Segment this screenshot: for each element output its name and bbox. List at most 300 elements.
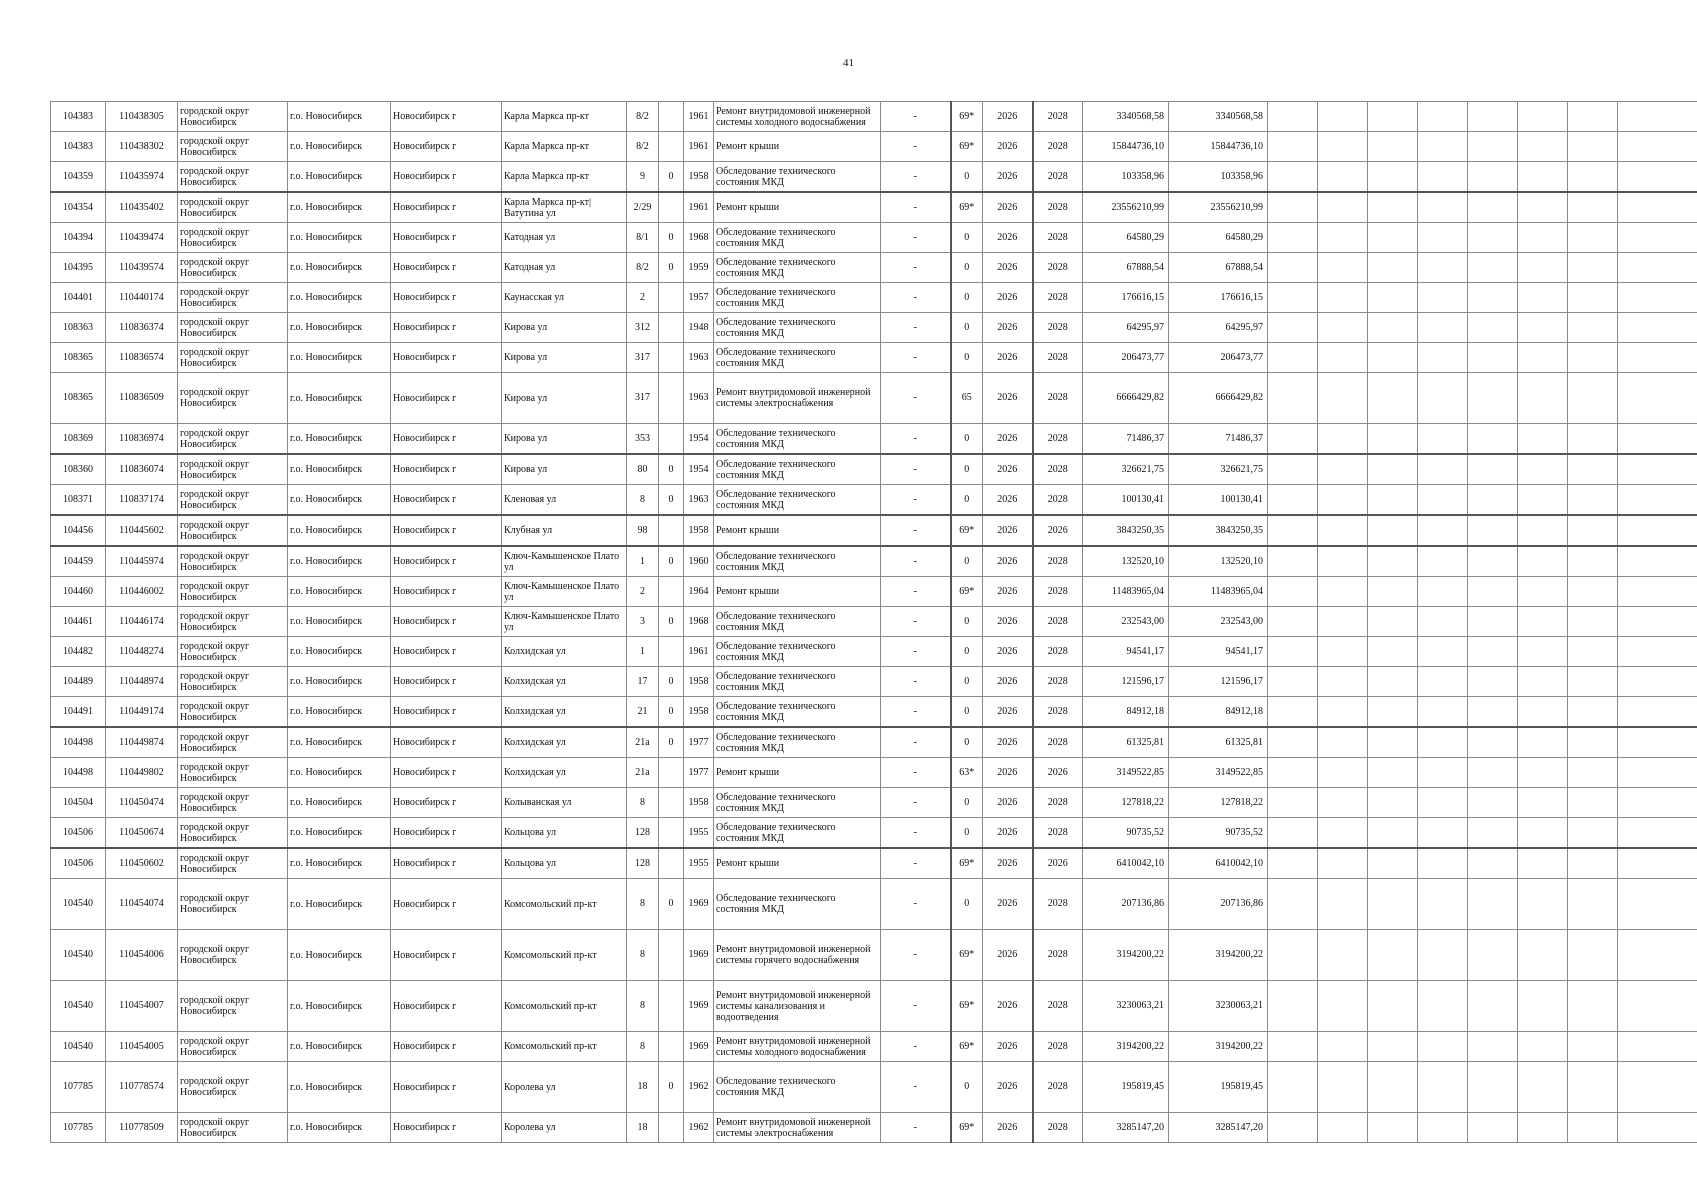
record-code-cell: 110454005 [106, 1032, 178, 1062]
building-cell [659, 818, 684, 849]
empty-cell [1568, 162, 1618, 193]
record-code-cell: 110836974 [106, 424, 178, 455]
percent-cell: 0 [951, 788, 983, 818]
house-cell: 8/2 [627, 102, 659, 132]
record-code-cell: 110439574 [106, 253, 178, 283]
end-year-cell: 2028 [1033, 1113, 1083, 1143]
end-year-cell: 2028 [1033, 283, 1083, 313]
dash-cell: - [881, 1062, 951, 1113]
empty-cell [1568, 848, 1618, 879]
house-cell: 2/29 [627, 192, 659, 223]
record-code-cell: 110449174 [106, 697, 178, 728]
empty-cell [1568, 697, 1618, 728]
empty-cell [1468, 373, 1518, 424]
empty-cell [1268, 818, 1318, 849]
empty-cell [1618, 515, 1697, 546]
year-cell: 1958 [684, 515, 714, 546]
start-year-cell: 2026 [983, 879, 1033, 930]
house-cell: 8/2 [627, 132, 659, 162]
okrug-cell: городской округ Новосибирск [178, 192, 288, 223]
okrug-cell: городской округ Новосибирск [178, 1032, 288, 1062]
city-cell: Новосибирск г [391, 1032, 502, 1062]
empty-cell [1318, 697, 1368, 728]
empty-cell [1618, 343, 1697, 373]
record-code-cell: 110836509 [106, 373, 178, 424]
empty-cell [1318, 727, 1368, 758]
cost-total-cell: 326621,75 [1083, 454, 1169, 485]
end-year-cell: 2028 [1033, 102, 1083, 132]
empty-cell [1468, 930, 1518, 981]
dash-cell: - [881, 667, 951, 697]
percent-cell: 0 [951, 424, 983, 455]
empty-cell [1618, 758, 1697, 788]
start-year-cell: 2026 [983, 577, 1033, 607]
empty-cell [1268, 930, 1318, 981]
city-cell: Новосибирск г [391, 1113, 502, 1143]
empty-cell [1418, 454, 1468, 485]
row-id-cell: 108365 [51, 343, 106, 373]
table-row [51, 788, 1697, 818]
empty-cell [1368, 727, 1418, 758]
empty-cell [1268, 162, 1318, 193]
dash-cell: - [881, 697, 951, 728]
municipality-cell: г.о. Новосибирск [288, 879, 391, 930]
empty-cell [1368, 515, 1418, 546]
okrug-cell: городской округ Новосибирск [178, 343, 288, 373]
percent-cell: 69* [951, 132, 983, 162]
table-row [51, 981, 1697, 1032]
empty-cell [1368, 981, 1418, 1032]
empty-cell [1618, 1062, 1697, 1113]
empty-cell [1468, 637, 1518, 667]
end-year-cell: 2028 [1033, 546, 1083, 577]
city-cell: Новосибирск г [391, 515, 502, 546]
end-year-cell: 2028 [1033, 788, 1083, 818]
empty-cell [1418, 1062, 1468, 1113]
empty-cell [1318, 313, 1368, 343]
empty-cell [1518, 697, 1568, 728]
street-cell: Кирова ул [502, 313, 627, 343]
end-year-cell: 2028 [1033, 697, 1083, 728]
empty-cell [1518, 577, 1568, 607]
cost-fund-cell: 206473,77 [1169, 343, 1268, 373]
empty-cell [1568, 667, 1618, 697]
empty-cell [1468, 424, 1518, 455]
cost-fund-cell: 176616,15 [1169, 283, 1268, 313]
table-row [51, 667, 1697, 697]
empty-cell [1318, 1113, 1368, 1143]
city-cell: Новосибирск г [391, 253, 502, 283]
cost-total-cell: 67888,54 [1083, 253, 1169, 283]
empty-cell [1318, 223, 1368, 253]
municipality-cell: г.о. Новосибирск [288, 192, 391, 223]
empty-cell [1318, 848, 1368, 879]
empty-cell [1318, 515, 1368, 546]
cost-fund-cell: 3230063,21 [1169, 981, 1268, 1032]
row-id-cell: 104540 [51, 879, 106, 930]
cost-total-cell: 23556210,99 [1083, 192, 1169, 223]
empty-cell [1418, 788, 1468, 818]
empty-cell [1368, 607, 1418, 637]
table-row [51, 424, 1697, 455]
empty-cell [1418, 424, 1468, 455]
percent-cell: 69* [951, 1032, 983, 1062]
work-type-cell: Ремонт крыши [714, 515, 881, 546]
house-cell: 8 [627, 930, 659, 981]
empty-cell [1518, 758, 1568, 788]
okrug-cell: городской округ Новосибирск [178, 313, 288, 343]
empty-cell [1418, 637, 1468, 667]
start-year-cell: 2026 [983, 283, 1033, 313]
empty-cell [1468, 546, 1518, 577]
empty-cell [1568, 454, 1618, 485]
empty-cell [1518, 373, 1568, 424]
municipality-cell: г.о. Новосибирск [288, 454, 391, 485]
work-type-cell: Обследование технического состояния МКД [714, 727, 881, 758]
empty-cell [1568, 577, 1618, 607]
start-year-cell: 2026 [983, 727, 1033, 758]
year-cell: 1963 [684, 343, 714, 373]
row-id-cell: 104459 [51, 546, 106, 577]
empty-cell [1468, 162, 1518, 193]
empty-cell [1618, 253, 1697, 283]
city-cell: Новосибирск г [391, 758, 502, 788]
street-cell: Ключ-Камышенское Плато ул [502, 577, 627, 607]
year-cell: 1960 [684, 546, 714, 577]
house-cell: 2 [627, 283, 659, 313]
empty-cell [1518, 454, 1568, 485]
percent-cell: 0 [951, 253, 983, 283]
work-type-cell: Ремонт крыши [714, 577, 881, 607]
house-cell: 317 [627, 343, 659, 373]
percent-cell: 0 [951, 818, 983, 849]
municipality-cell: г.о. Новосибирск [288, 577, 391, 607]
cost-total-cell: 207136,86 [1083, 879, 1169, 930]
empty-cell [1418, 546, 1468, 577]
cost-total-cell: 176616,15 [1083, 283, 1169, 313]
table-row [51, 515, 1697, 546]
year-cell: 1968 [684, 607, 714, 637]
okrug-cell: городской округ Новосибирск [178, 577, 288, 607]
empty-cell [1618, 577, 1697, 607]
street-cell: Карла Маркса пр-кт [502, 162, 627, 193]
empty-cell [1268, 485, 1318, 516]
empty-cell [1518, 424, 1568, 455]
municipality-cell: г.о. Новосибирск [288, 373, 391, 424]
empty-cell [1518, 162, 1568, 193]
empty-cell [1468, 1062, 1518, 1113]
percent-cell: 0 [951, 454, 983, 485]
building-cell: 0 [659, 485, 684, 516]
empty-cell [1518, 727, 1568, 758]
empty-cell [1568, 1113, 1618, 1143]
end-year-cell: 2026 [1033, 515, 1083, 546]
empty-cell [1268, 637, 1318, 667]
empty-cell [1318, 102, 1368, 132]
cost-total-cell: 6410042,10 [1083, 848, 1169, 879]
empty-cell [1368, 1032, 1418, 1062]
empty-cell [1318, 253, 1368, 283]
okrug-cell: городской округ Новосибирск [178, 162, 288, 193]
house-cell: 8 [627, 788, 659, 818]
empty-cell [1418, 818, 1468, 849]
municipality-cell: г.о. Новосибирск [288, 1032, 391, 1062]
empty-cell [1368, 818, 1418, 849]
empty-cell [1268, 102, 1318, 132]
year-cell: 1969 [684, 1032, 714, 1062]
empty-cell [1268, 343, 1318, 373]
empty-cell [1418, 848, 1468, 879]
start-year-cell: 2026 [983, 637, 1033, 667]
empty-cell [1418, 283, 1468, 313]
work-type-cell: Ремонт внутридомовой инженерной системы холодного водоснабжения [714, 1032, 881, 1062]
table-row [51, 930, 1697, 981]
empty-cell [1368, 848, 1418, 879]
start-year-cell: 2026 [983, 1113, 1033, 1143]
empty-cell [1318, 758, 1368, 788]
work-type-cell: Обследование технического состояния МКД [714, 667, 881, 697]
municipality-cell: г.о. Новосибирск [288, 727, 391, 758]
record-code-cell: 110450602 [106, 848, 178, 879]
empty-cell [1568, 879, 1618, 930]
empty-cell [1268, 1032, 1318, 1062]
empty-cell [1518, 102, 1568, 132]
building-cell: 0 [659, 162, 684, 193]
end-year-cell: 2028 [1033, 981, 1083, 1032]
empty-cell [1568, 424, 1618, 455]
start-year-cell: 2026 [983, 607, 1033, 637]
dash-cell: - [881, 727, 951, 758]
start-year-cell: 2026 [983, 373, 1033, 424]
empty-cell [1618, 667, 1697, 697]
empty-cell [1318, 424, 1368, 455]
house-cell: 80 [627, 454, 659, 485]
empty-cell [1418, 132, 1468, 162]
end-year-cell: 2028 [1033, 879, 1083, 930]
municipality-cell: г.о. Новосибирск [288, 637, 391, 667]
empty-cell [1468, 132, 1518, 162]
city-cell: Новосибирск г [391, 788, 502, 818]
row-id-cell: 104456 [51, 515, 106, 546]
empty-cell [1368, 637, 1418, 667]
empty-cell [1418, 758, 1468, 788]
empty-cell [1268, 373, 1318, 424]
record-code-cell: 110837174 [106, 485, 178, 516]
empty-cell [1368, 879, 1418, 930]
record-code-cell: 110778574 [106, 1062, 178, 1113]
table-row [51, 253, 1697, 283]
empty-cell [1468, 697, 1518, 728]
row-id-cell: 104383 [51, 132, 106, 162]
empty-cell [1468, 283, 1518, 313]
empty-cell [1568, 132, 1618, 162]
empty-cell [1468, 848, 1518, 879]
municipality-cell: г.о. Новосибирск [288, 981, 391, 1032]
empty-cell [1418, 667, 1468, 697]
end-year-cell: 2026 [1033, 758, 1083, 788]
year-cell: 1969 [684, 879, 714, 930]
start-year-cell: 2026 [983, 546, 1033, 577]
empty-cell [1418, 981, 1468, 1032]
city-cell: Новосибирск г [391, 577, 502, 607]
empty-cell [1518, 818, 1568, 849]
empty-cell [1368, 223, 1418, 253]
house-cell: 128 [627, 818, 659, 849]
city-cell: Новосибирск г [391, 818, 502, 849]
row-id-cell: 104401 [51, 283, 106, 313]
empty-cell [1518, 930, 1568, 981]
table-row [51, 283, 1697, 313]
empty-cell [1568, 637, 1618, 667]
building-cell [659, 930, 684, 981]
street-cell: Катодная ул [502, 223, 627, 253]
record-code-cell: 110448274 [106, 637, 178, 667]
okrug-cell: городской округ Новосибирск [178, 102, 288, 132]
table-row [51, 1113, 1697, 1143]
empty-cell [1568, 546, 1618, 577]
building-cell [659, 373, 684, 424]
repair-registry-table [50, 101, 1697, 1143]
house-cell: 8 [627, 981, 659, 1032]
empty-cell [1368, 192, 1418, 223]
empty-cell [1368, 758, 1418, 788]
dash-cell: - [881, 818, 951, 849]
street-cell: Кольцова ул [502, 818, 627, 849]
empty-cell [1418, 253, 1468, 283]
empty-cell [1568, 758, 1618, 788]
dash-cell: - [881, 162, 951, 193]
municipality-cell: г.о. Новосибирск [288, 788, 391, 818]
dash-cell: - [881, 253, 951, 283]
cost-total-cell: 3843250,35 [1083, 515, 1169, 546]
table-row [51, 848, 1697, 879]
empty-cell [1618, 637, 1697, 667]
empty-cell [1368, 485, 1418, 516]
percent-cell: 0 [951, 727, 983, 758]
empty-cell [1518, 515, 1568, 546]
cost-fund-cell: 132520,10 [1169, 546, 1268, 577]
row-id-cell: 104359 [51, 162, 106, 193]
cost-total-cell: 61325,81 [1083, 727, 1169, 758]
building-cell: 0 [659, 667, 684, 697]
empty-cell [1418, 727, 1468, 758]
empty-cell [1318, 577, 1368, 607]
empty-cell [1618, 981, 1697, 1032]
work-type-cell: Ремонт внутридомовой инженерной системы канализования и водоотведения [714, 981, 881, 1032]
start-year-cell: 2026 [983, 253, 1033, 283]
empty-cell [1568, 343, 1618, 373]
street-cell: Катодная ул [502, 253, 627, 283]
empty-cell [1318, 879, 1368, 930]
empty-cell [1518, 343, 1568, 373]
empty-cell [1618, 424, 1697, 455]
empty-cell [1368, 1113, 1418, 1143]
end-year-cell: 2028 [1033, 930, 1083, 981]
work-type-cell: Обследование технического состояния МКД [714, 607, 881, 637]
percent-cell: 69* [951, 848, 983, 879]
record-code-cell: 110836574 [106, 343, 178, 373]
municipality-cell: г.о. Новосибирск [288, 102, 391, 132]
row-id-cell: 108365 [51, 373, 106, 424]
street-cell: Комсомольский пр-кт [502, 930, 627, 981]
okrug-cell: городской округ Новосибирск [178, 879, 288, 930]
empty-cell [1418, 373, 1468, 424]
city-cell: Новосибирск г [391, 132, 502, 162]
municipality-cell: г.о. Новосибирск [288, 1113, 391, 1143]
start-year-cell: 2026 [983, 788, 1033, 818]
building-cell [659, 1113, 684, 1143]
empty-cell [1268, 727, 1318, 758]
row-id-cell: 108363 [51, 313, 106, 343]
cost-fund-cell: 6666429,82 [1169, 373, 1268, 424]
empty-cell [1418, 102, 1468, 132]
cost-total-cell: 90735,52 [1083, 818, 1169, 849]
cost-fund-cell: 6410042,10 [1169, 848, 1268, 879]
cost-total-cell: 232543,00 [1083, 607, 1169, 637]
municipality-cell: г.о. Новосибирск [288, 930, 391, 981]
page-number: 41 [843, 57, 854, 69]
empty-cell [1268, 223, 1318, 253]
record-code-cell: 110454007 [106, 981, 178, 1032]
building-cell [659, 424, 684, 455]
okrug-cell: городской округ Новосибирск [178, 253, 288, 283]
empty-cell [1368, 546, 1418, 577]
empty-cell [1618, 162, 1697, 193]
empty-cell [1618, 930, 1697, 981]
dash-cell: - [881, 546, 951, 577]
city-cell: Новосибирск г [391, 343, 502, 373]
table-row [51, 879, 1697, 930]
empty-cell [1368, 930, 1418, 981]
building-cell: 0 [659, 607, 684, 637]
table-row [51, 162, 1697, 193]
cost-fund-cell: 84912,18 [1169, 697, 1268, 728]
year-cell: 1977 [684, 758, 714, 788]
record-code-cell: 110836374 [106, 313, 178, 343]
okrug-cell: городской округ Новосибирск [178, 485, 288, 516]
row-id-cell: 104491 [51, 697, 106, 728]
city-cell: Новосибирск г [391, 727, 502, 758]
empty-cell [1318, 132, 1368, 162]
year-cell: 1948 [684, 313, 714, 343]
empty-cell [1318, 162, 1368, 193]
dash-cell: - [881, 102, 951, 132]
dash-cell: - [881, 981, 951, 1032]
year-cell: 1963 [684, 373, 714, 424]
dash-cell: - [881, 879, 951, 930]
house-cell: 8 [627, 485, 659, 516]
dash-cell: - [881, 313, 951, 343]
dash-cell: - [881, 373, 951, 424]
cost-fund-cell: 326621,75 [1169, 454, 1268, 485]
cost-fund-cell: 94541,17 [1169, 637, 1268, 667]
empty-cell [1318, 930, 1368, 981]
house-cell: 3 [627, 607, 659, 637]
start-year-cell: 2026 [983, 667, 1033, 697]
table-row [51, 132, 1697, 162]
street-cell: Колхидская ул [502, 758, 627, 788]
empty-cell [1368, 788, 1418, 818]
cost-total-cell: 195819,45 [1083, 1062, 1169, 1113]
city-cell: Новосибирск г [391, 697, 502, 728]
building-cell: 0 [659, 727, 684, 758]
cost-fund-cell: 11483965,04 [1169, 577, 1268, 607]
municipality-cell: г.о. Новосибирск [288, 515, 391, 546]
end-year-cell: 2028 [1033, 162, 1083, 193]
empty-cell [1468, 223, 1518, 253]
cost-total-cell: 64580,29 [1083, 223, 1169, 253]
house-cell: 128 [627, 848, 659, 879]
